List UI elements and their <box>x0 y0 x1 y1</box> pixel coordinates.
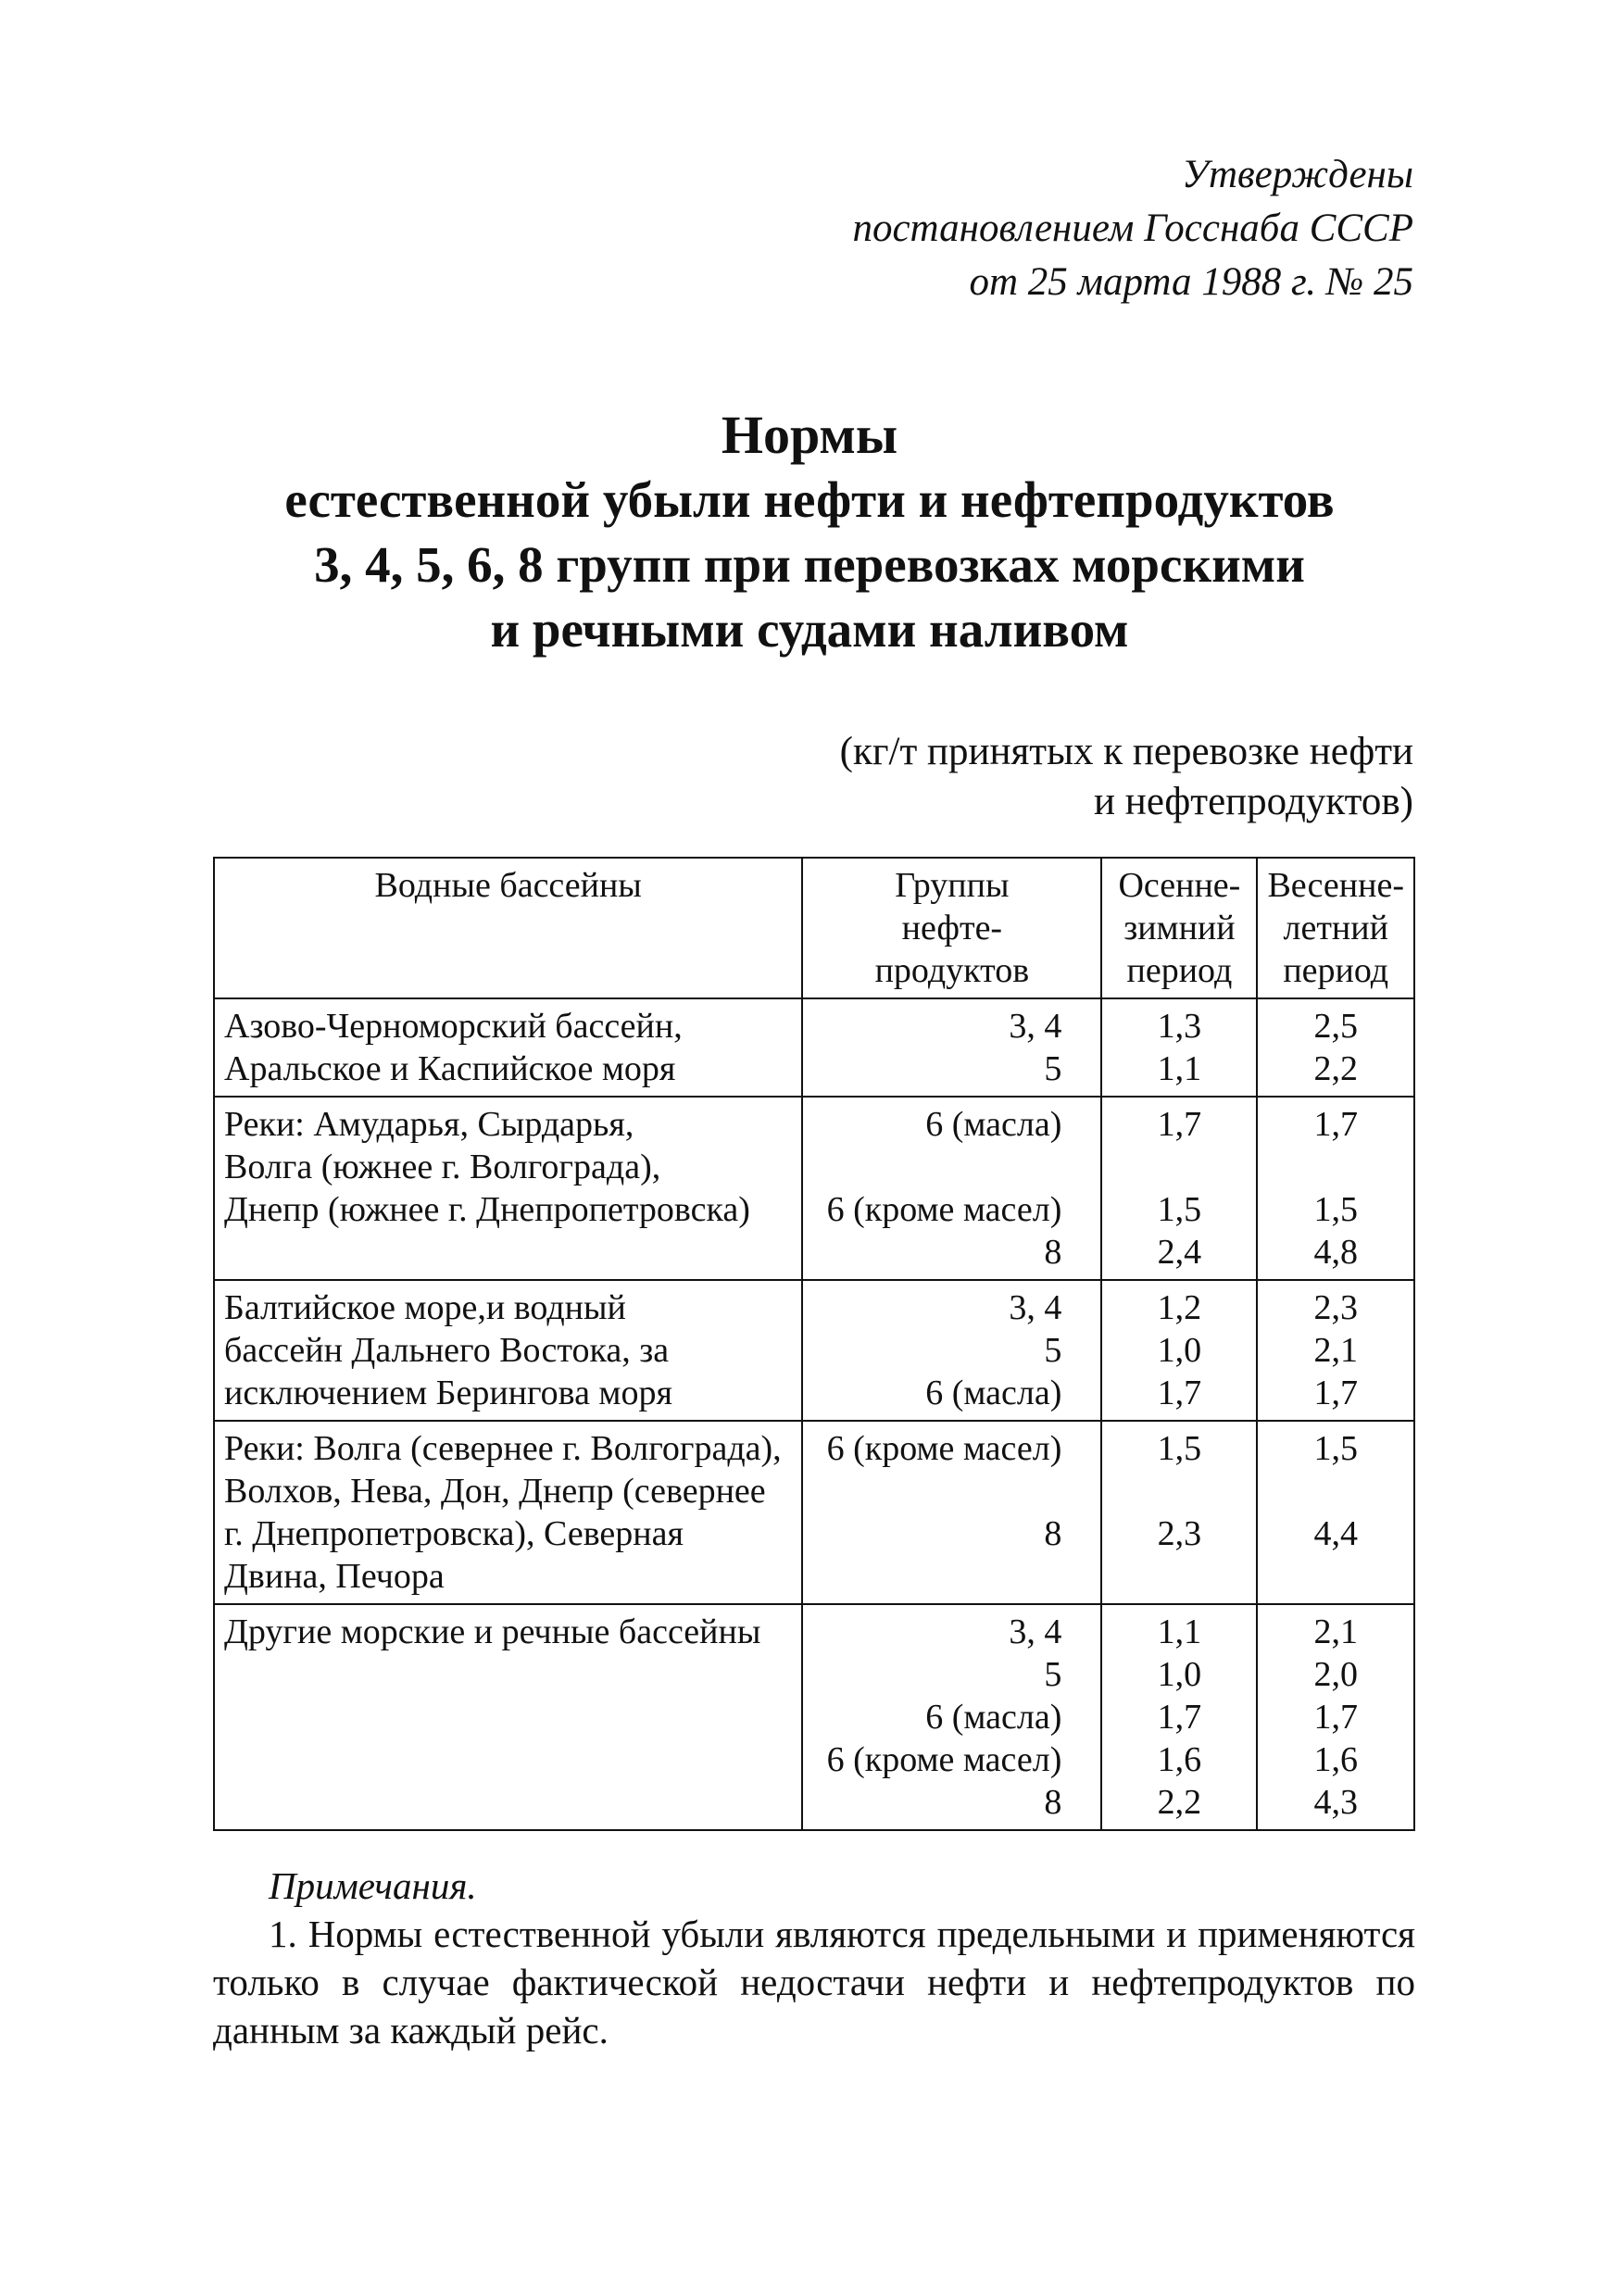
cell-groups-line: 6 (масла) <box>925 1105 1062 1144</box>
cell-basin-line: г. Днепропетровска), Северная <box>224 1514 684 1553</box>
cell-groups <box>802 1421 1101 1604</box>
cell-groups-line: 3, 4 <box>1009 1612 1062 1651</box>
table-row <box>214 1097 1414 1280</box>
cell-basin <box>214 998 802 1097</box>
cell-spring-summer <box>1257 1280 1414 1421</box>
cell-basin <box>214 1280 802 1421</box>
cell-autumn-winter-line: 1,0 <box>1157 1655 1202 1694</box>
approval-stamp <box>852 148 1413 309</box>
cell-autumn-winter-line: 1,0 <box>1157 1331 1202 1370</box>
cell-groups-line: 8 <box>1044 1514 1062 1553</box>
title-line-1: Нормы <box>721 405 898 465</box>
cell-spring-summer-line: 2,1 <box>1313 1612 1358 1651</box>
cell-spring-summer-line: 2,5 <box>1313 1007 1358 1046</box>
cell-basin-line <box>224 1653 792 1696</box>
cell-spring-summer-line: 1,7 <box>1313 1698 1358 1737</box>
cell-autumn-winter-line: 1,7 <box>1157 1374 1202 1412</box>
table-row <box>214 998 1414 1097</box>
cell-spring-summer-line: 2,1 <box>1313 1331 1358 1370</box>
cell-spring-summer-line: 1,7 <box>1313 1374 1358 1412</box>
cell-spring-summer <box>1257 998 1414 1097</box>
cell-autumn-winter-line <box>1111 1470 1247 1512</box>
cell-autumn-winter <box>1101 1421 1257 1604</box>
note-item-1: 1. Нормы естественной убыли являются предельными и применяются только в случае фактической недостачи нефти и нефтепродуктов по данным за каждый рейс. <box>213 1913 1415 2051</box>
header-spring-summer-line: период <box>1283 951 1389 990</box>
cell-basin-line: бассейн Дальнего Востока, за <box>224 1331 670 1370</box>
norms-table <box>213 857 1415 1831</box>
cell-spring-summer-line: 1,5 <box>1313 1190 1358 1229</box>
cell-spring-summer-line: 1,6 <box>1313 1740 1358 1779</box>
cell-autumn-winter-line: 2,4 <box>1157 1233 1202 1272</box>
cell-basin-line: Волга (южнее г. Волгограда), <box>224 1148 661 1186</box>
cell-groups-line: 5 <box>1044 1331 1062 1370</box>
cell-spring-summer-line <box>1267 1146 1404 1188</box>
approval-line-1: Утверждены <box>1182 153 1413 196</box>
header-groups-line: нефте- <box>901 909 1003 947</box>
table-row <box>214 1280 1414 1421</box>
cell-basin-line <box>224 1781 792 1824</box>
header-autumn-winter <box>1101 858 1257 998</box>
cell-groups <box>802 1604 1101 1830</box>
cell-autumn-winter-line: 1,3 <box>1157 1007 1202 1046</box>
cell-autumn-winter-line: 1,2 <box>1157 1288 1202 1327</box>
cell-groups-line: 6 (масла) <box>925 1698 1062 1737</box>
cell-autumn-winter-line: 1,1 <box>1157 1612 1202 1651</box>
cell-groups-line: 5 <box>1044 1049 1062 1088</box>
cell-autumn-winter-line: 1,7 <box>1157 1698 1202 1737</box>
table-body <box>214 998 1414 1830</box>
cell-autumn-winter <box>1101 998 1257 1097</box>
cell-groups-line: 8 <box>1044 1783 1062 1822</box>
notes-section <box>213 1862 1415 2054</box>
cell-spring-summer-line: 4,8 <box>1313 1233 1358 1272</box>
cell-autumn-winter <box>1101 1280 1257 1421</box>
header-spring-summer-line: летний <box>1283 909 1388 947</box>
cell-autumn-winter-line: 1,5 <box>1157 1429 1202 1468</box>
header-groups <box>802 858 1101 998</box>
cell-groups-line: 6 (кроме масел) <box>826 1190 1062 1229</box>
cell-basin-line: Другие морские и речные бассейны <box>224 1612 761 1651</box>
cell-spring-summer-line: 2,2 <box>1313 1049 1358 1088</box>
cell-basin-line: Балтийское море,и водный <box>224 1288 626 1327</box>
notes-heading: Примечания. <box>269 1864 477 1907</box>
table-row <box>214 1421 1414 1604</box>
header-basins <box>214 858 802 998</box>
cell-spring-summer-line: 2,0 <box>1313 1655 1358 1694</box>
cell-basin-line: Реки: Волга (севернее г. Волгограда), <box>224 1429 782 1468</box>
cell-groups-line: 3, 4 <box>1009 1007 1062 1046</box>
cell-groups-line: 6 (масла) <box>925 1374 1062 1412</box>
title-line-3: 3, 4, 5, 6, 8 групп при перевозках морскими <box>314 536 1305 593</box>
title-line-2: естественной убыли нефти и нефтепродуктов <box>284 471 1335 528</box>
header-basins-text: Водные бассейны <box>374 866 642 905</box>
cell-basin-line: исключением Берингова моря <box>224 1374 672 1412</box>
units-line-1: (кг/т принятых к перевозке нефти <box>839 730 1413 773</box>
header-spring-summer <box>1257 858 1414 998</box>
cell-autumn-winter-line <box>1111 1555 1247 1598</box>
cell-groups-line: 6 (кроме масел) <box>826 1429 1062 1468</box>
cell-basin <box>214 1097 802 1280</box>
cell-basin-line: Днепр (южнее г. Днепропетровска) <box>224 1190 750 1229</box>
cell-autumn-winter-line <box>1111 1146 1247 1188</box>
cell-basin-line: Волхов, Нева, Дон, Днепр (севернее <box>224 1472 766 1511</box>
header-groups-line: Группы <box>895 866 1010 905</box>
cell-autumn-winter-line: 1,6 <box>1157 1740 1202 1779</box>
header-autumn-winter-line: период <box>1126 951 1233 990</box>
cell-spring-summer <box>1257 1604 1414 1830</box>
approval-line-2: постановлением Госснаба СССР <box>852 207 1413 250</box>
cell-basin-line: Двина, Печора <box>224 1557 445 1596</box>
table-row <box>214 1604 1414 1830</box>
cell-basin-line: Реки: Амударья, Сырдарья, <box>224 1105 634 1144</box>
header-groups-line: продуктов <box>874 951 1030 990</box>
cell-autumn-winter-line: 1,1 <box>1157 1049 1202 1088</box>
cell-spring-summer-line: 2,3 <box>1313 1288 1358 1327</box>
cell-spring-summer-line: 1,5 <box>1313 1429 1358 1468</box>
cell-spring-summer-line <box>1267 1470 1404 1512</box>
cell-spring-summer-line <box>1267 1555 1404 1598</box>
cell-autumn-winter-line: 1,7 <box>1157 1105 1202 1144</box>
cell-basin-line <box>224 1231 792 1273</box>
cell-basin <box>214 1421 802 1604</box>
cell-groups-line <box>812 1146 1061 1188</box>
header-autumn-winter-line: Осенне- <box>1118 866 1241 905</box>
cell-basin <box>214 1604 802 1830</box>
cell-basin-line <box>224 1738 792 1781</box>
units-note <box>840 727 1413 827</box>
cell-autumn-winter <box>1101 1097 1257 1280</box>
cell-groups <box>802 1280 1101 1421</box>
cell-spring-summer-line: 4,3 <box>1313 1783 1358 1822</box>
cell-groups-line <box>812 1555 1061 1598</box>
table-header-row <box>214 858 1414 998</box>
cell-basin-line: Аральское и Каспийское моря <box>224 1049 676 1088</box>
cell-autumn-winter-line: 1,5 <box>1157 1190 1202 1229</box>
cell-groups <box>802 1097 1101 1280</box>
title-line-4: и речными судами наливом <box>490 601 1129 658</box>
cell-groups <box>802 998 1101 1097</box>
cell-groups-line: 3, 4 <box>1009 1288 1062 1327</box>
header-spring-summer-line: Весенне- <box>1267 866 1404 905</box>
document-title <box>0 403 1619 662</box>
cell-spring-summer-line: 1,7 <box>1313 1105 1358 1144</box>
cell-spring-summer-line: 4,4 <box>1313 1514 1358 1553</box>
cell-spring-summer <box>1257 1421 1414 1604</box>
cell-basin-line <box>224 1696 792 1738</box>
cell-groups-line <box>812 1470 1061 1512</box>
units-line-2: и нефтепродуктов) <box>1094 780 1413 823</box>
header-autumn-winter-line: зимний <box>1123 909 1236 947</box>
approval-line-3: от 25 марта 1988 г. № 25 <box>969 260 1413 304</box>
cell-autumn-winter <box>1101 1604 1257 1830</box>
cell-autumn-winter-line: 2,2 <box>1157 1783 1202 1822</box>
cell-basin-line: Азово-Черноморский бассейн, <box>224 1007 683 1046</box>
cell-autumn-winter-line: 2,3 <box>1157 1514 1202 1553</box>
cell-groups-line: 5 <box>1044 1655 1062 1694</box>
cell-spring-summer <box>1257 1097 1414 1280</box>
cell-groups-line: 8 <box>1044 1233 1062 1272</box>
cell-groups-line: 6 (кроме масел) <box>826 1740 1062 1779</box>
